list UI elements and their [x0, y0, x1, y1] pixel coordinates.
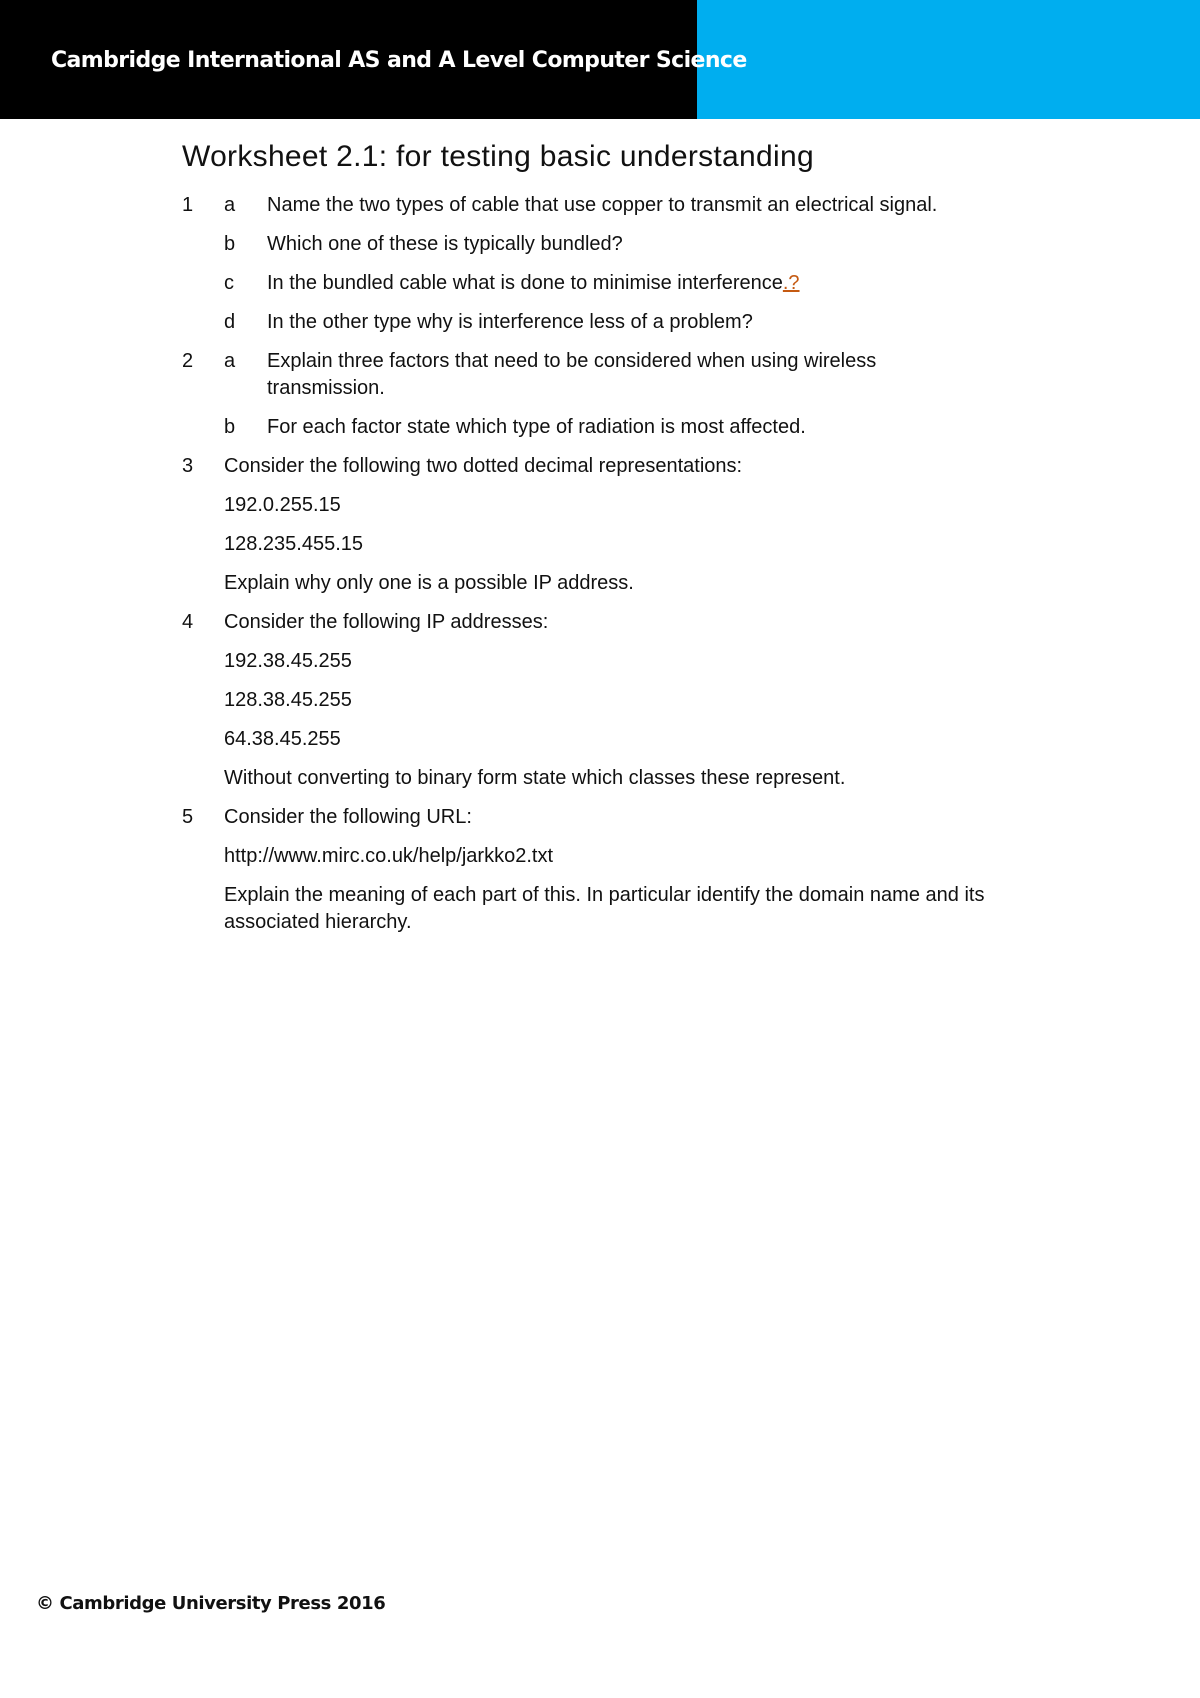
question-text: Consider the following IP addresses: — [224, 611, 549, 633]
ip-address-value: 192.38.45.255 — [224, 650, 352, 672]
question-text: Which one of these is typically bundled? — [267, 233, 623, 255]
worksheet-title: Worksheet 2.1: for testing basic understanding — [182, 140, 814, 173]
question-3-item — [182, 492, 1042, 519]
ip-address-value: 192.0.255.15 — [224, 494, 341, 516]
question-number: 2 — [182, 350, 194, 372]
question-number: 1 — [182, 194, 194, 216]
question-3-closing — [182, 570, 1042, 597]
question-text: Explain three factors that need to be considered when using wireless transmission. — [267, 350, 877, 399]
question-3-item — [182, 531, 1042, 558]
url-value: http://www.mirc.co.uk/help/jarkko2.txt — [224, 845, 554, 867]
ip-address-value: 64.38.45.255 — [224, 728, 341, 750]
question-text: Name the two types of cable that use copper to transmit an electrical signal. — [267, 194, 938, 216]
question-number: 5 — [182, 806, 194, 828]
part-label: d — [224, 311, 236, 333]
question-text: Explain why only one is a possible IP address. — [224, 572, 634, 594]
question-1a — [182, 192, 1042, 219]
question-5-url — [182, 843, 1042, 870]
part-label: a — [224, 350, 236, 372]
question-2a — [182, 348, 1042, 402]
ip-address-value: 128.235.455.15 — [224, 533, 364, 555]
question-text: Without converting to binary form state which classes these represent. — [224, 767, 846, 789]
worksheet-content — [182, 140, 1042, 948]
question-2b — [182, 414, 1042, 441]
part-label: a — [224, 194, 236, 216]
question-number: 3 — [182, 455, 194, 477]
question-4-item — [182, 726, 1042, 753]
ip-address-value: 128.38.45.255 — [224, 689, 352, 711]
question-text: Consider the following URL: — [224, 806, 472, 828]
header-blue-band — [697, 0, 1200, 119]
part-label: b — [224, 416, 236, 438]
question-text-wrapper — [267, 270, 1042, 297]
question-text: For each factor state which type of radiation is most affected. — [267, 416, 806, 438]
question-1d — [182, 309, 1042, 336]
question-number: 4 — [182, 611, 194, 633]
question-text: Explain the meaning of each part of this. In particular identify the domain name and its associated hierarchy. — [224, 884, 985, 933]
question-4 — [182, 609, 1042, 636]
question-5-closing — [182, 882, 1042, 936]
tracked-change-mark: .? — [782, 272, 800, 294]
page-header — [0, 0, 1200, 119]
question-text: In the other type why is interference less of a problem? — [267, 311, 753, 333]
header-title: Cambridge International AS and A Level Computer Science — [51, 48, 747, 73]
question-4-closing — [182, 765, 1042, 792]
part-label: c — [224, 272, 234, 294]
question-1c — [182, 270, 1042, 297]
question-text: In the bundled cable what is done to minimise interference — [267, 272, 783, 294]
question-4-item — [182, 687, 1042, 714]
question-1b — [182, 231, 1042, 258]
question-3 — [182, 453, 1042, 480]
part-label: b — [224, 233, 236, 255]
footer-copyright: © Cambridge University Press 2016 — [36, 1593, 386, 1614]
question-4-item — [182, 648, 1042, 675]
question-text: Consider the following two dotted decimal representations: — [224, 455, 743, 477]
question-5 — [182, 804, 1042, 831]
